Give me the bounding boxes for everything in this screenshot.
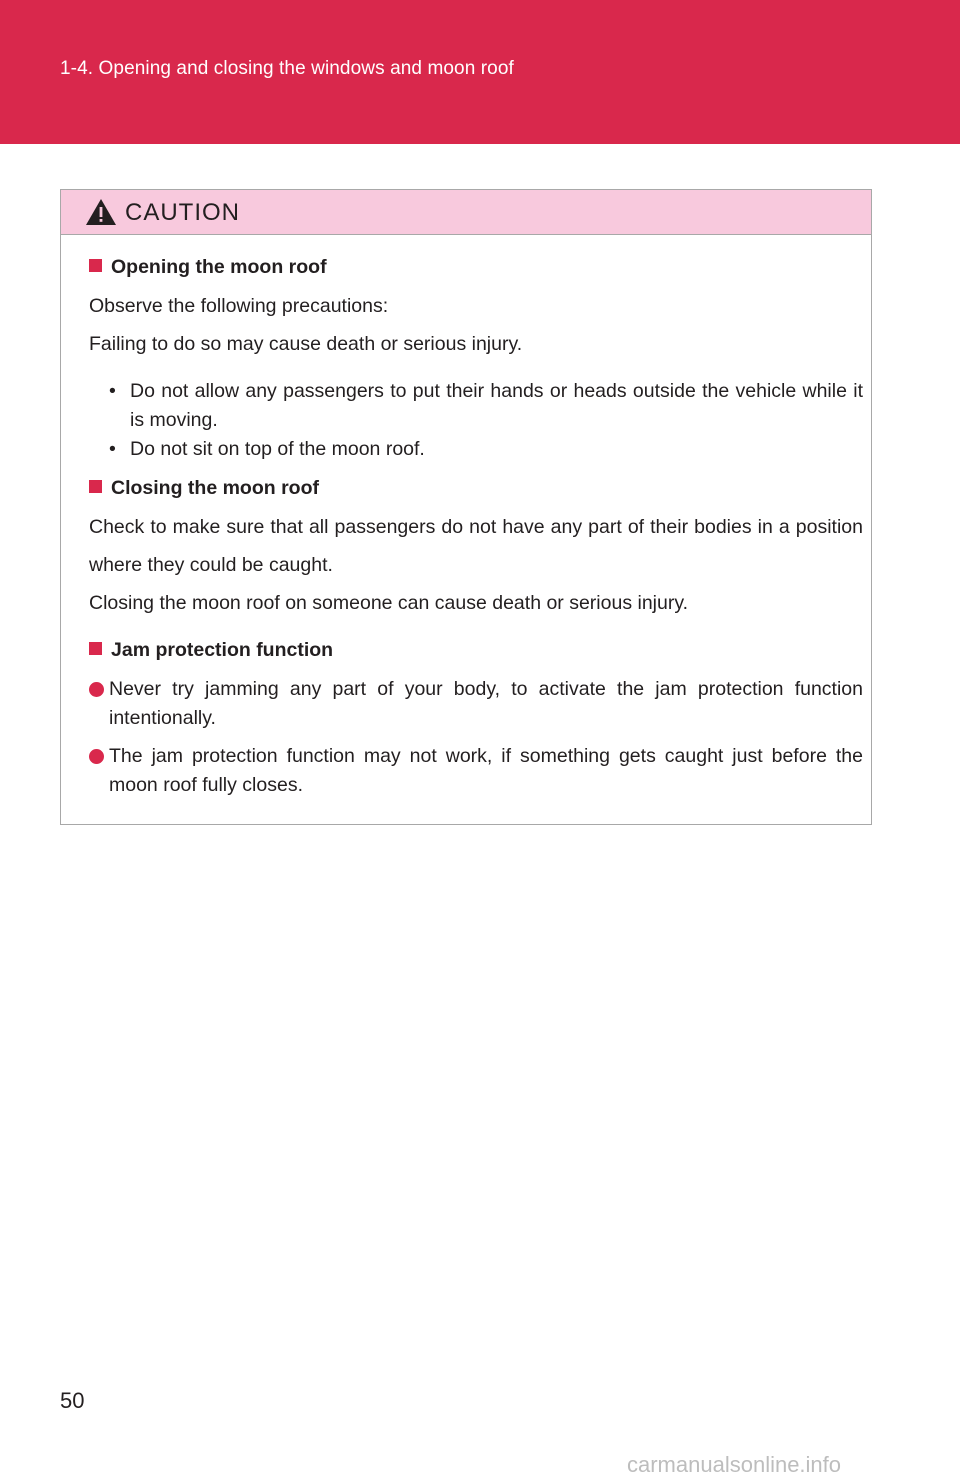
square-bullet-icon: [89, 480, 102, 493]
warning-triangle-icon: [85, 198, 117, 226]
section-heading-closing: Closing the moon roof: [89, 477, 319, 500]
caution-label: CAUTION: [125, 199, 240, 226]
section-heading-jam: Jam protection function: [89, 639, 333, 662]
paragraph: Check to make sure that all passengers do not have any part of their bodies in a position where they could be caught.: [89, 516, 863, 576]
caution-box: [60, 189, 872, 825]
paragraph: Observe the following precautions:: [89, 295, 389, 317]
list-item: • Do not allow any passengers to put their hands or heads outside the vehicle while it is moving.: [109, 380, 863, 431]
square-bullet-icon: [89, 642, 102, 655]
circle-bullet-icon: [89, 682, 104, 697]
paragraph: Closing the moon roof on someone can cause death or serious injury.: [89, 592, 689, 614]
paragraph: Failing to do so may cause death or serious injury.: [89, 333, 523, 355]
page-header: [0, 0, 960, 144]
section-heading-opening: Opening the moon roof: [89, 256, 327, 279]
watermark: carmanualsonline.info: [627, 1452, 842, 1477]
section-title: 1-4. Opening and closing the windows and moon roof: [60, 58, 514, 79]
list-item: • Do not sit on top of the moon roof.: [109, 438, 425, 460]
circle-bullet-icon: [89, 749, 104, 764]
list-item: The jam protection function may not work, if something gets caught just before the moon roof fully closes.: [89, 742, 863, 800]
page-number: 50: [60, 1388, 85, 1413]
square-bullet-icon: [89, 259, 102, 272]
list-item: Never try jamming any part of your body, to activate the jam protection function intentionally.: [89, 675, 863, 733]
caution-header: [61, 190, 871, 235]
